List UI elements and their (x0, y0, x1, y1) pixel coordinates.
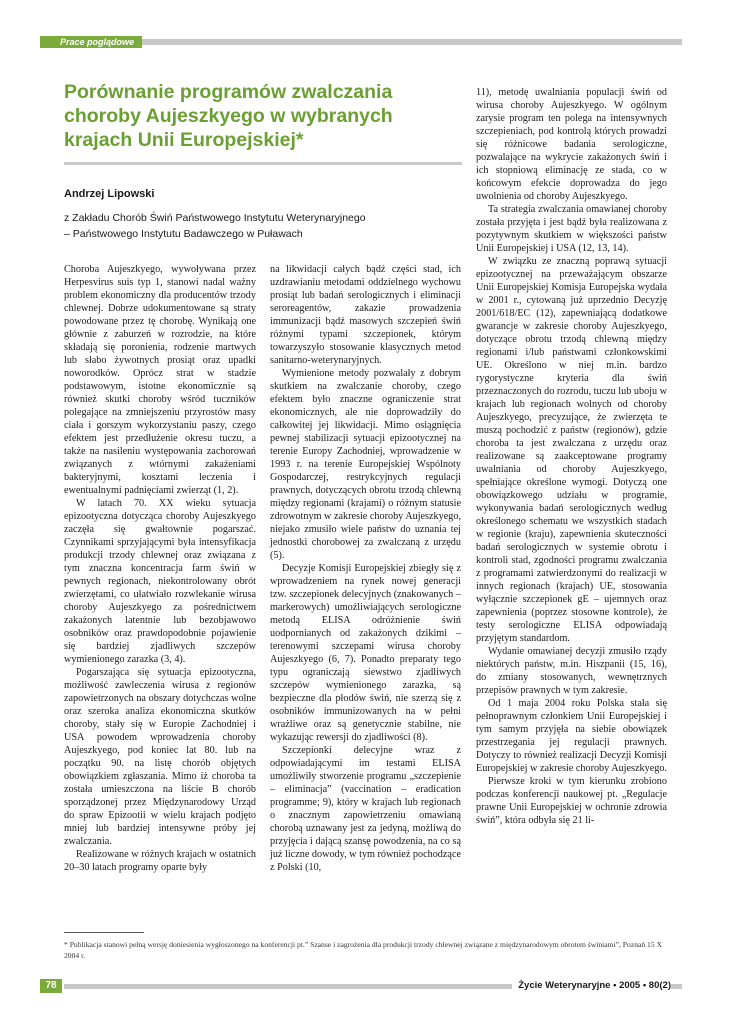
paragraph: Choroba Aujeszkyego, wywoływana przez Herpesvirus suis typ 1, stanowi nadal ważny problem ekonomiczny dla producentów trzody chlewnej. Dobrze udokumentowane są straty powodowane przez tę chorobę. Wynikają one głównie z zaburzeń w rozrodzie, na które składają się poronienia, rodzenie martwych lub słabo żywotnych prosiąt oraz upadki noworodków. Oprócz strat w stadzie podstawowym, istotne ekonomicznie są również skutki choroby wśród tuczników polegające na zmniejszeniu przyrostów masy ciała i gorszym wykorzystaniu paszy, czego efektem jest przedłużenie okresu tuczu, a także na nasileniu występowania zachorowań związanych z wtórnymi zakażeniami bakteryjnymi, kosztami leczenia i ewentualnymi padnięciami zwierząt (1, 2). (64, 264, 256, 496)
paragraph: Ta strategia zwalczania omawianej choroby została przyjęta i jest bądź była realizowana z pozytywnym skutkiem w większości państw Unii Europejskiej i USA (12, 13, 14). (476, 204, 667, 254)
affiliation-line: – Państwowego Instytutu Badawczego w Puławach (64, 228, 303, 240)
page-number: 78 (40, 979, 62, 993)
paragraph: Od 1 maja 2004 roku Polska stała się pełnoprawnym członkiem Unii Europejskiej i tym samym przyjęła na siebie obowiązek przestrzegania jej regulacji prawnych. Dotyczy to również realizacji Decyzji Komisji Europejskiej w zakresie choroby Aujeszkyego. (476, 698, 667, 774)
text-column-1 (64, 263, 256, 874)
paragraph: Realizowane w różnych krajach w ostatnich 20–30 latach programy oparte były (64, 849, 256, 873)
article-title: Porównanie programów zwalczania choroby Aujeszkyego w wybranych krajach Unii Europejskiej* (64, 81, 393, 151)
paragraph: Wydanie omawianej decyzji zmusiło rządy niektórych państw, m.in. Hiszpanii (15, 16), do zmiany stosowanych, wewnętrznych przepisów prawnych w tym zakresie. (476, 646, 667, 696)
author-affiliation (64, 210, 424, 242)
journal-citation: Życie Weterynaryjne • 2005 • 80(2) (512, 979, 671, 993)
paragraph: Pogarszająca się sytuacja epizootyczna, możliwość zawleczenia wirusa z regionów zapowietrzonych na obszary dotychczas wolne oraz szeroka analiza ekonomiczna skutków choroby, stały się w Europie Zachodniej i USA powodem wprowadzenia choroby Aujeszkyego, pod koniec lat 80. lub na początku 90. na listę chorób objętych obowiązkiem zgłaszania. Mimo iż choroba ta została umieszczona na liście B chorób sporządzonej przez Międzynarodowy Urząd do spraw Epizootii w wielu krajach podjęto mniej lub bardziej intensywne próby jej zwalczania. (64, 667, 256, 847)
text-column-2 (270, 263, 461, 874)
footnote-divider (64, 932, 144, 933)
paragraph: Szczepionki delecyjne wraz z odpowiadającymi im testami ELISA umożliwiły stworzenie programu „szczepienie – eliminacja” (vaccination – eradication programme; 9), który w krajach lub regionach o znacznym zapowietrzeniu omawianą chorobą uznawany jest za jedyną, możliwą do przyjęcia i dającą szansę powodzenia, na co są już liczne dowody, w tym również pochodzące z Polski (10, (270, 745, 461, 873)
header-rule (62, 39, 682, 45)
author-name: Andrzej Lipowski (64, 188, 155, 200)
affiliation-line: z Zakładu Chorób Świń Państwowego Instytutu Weterynaryjnego (64, 212, 366, 224)
title-divider (64, 162, 462, 165)
paragraph: na likwidacji całych bądź części stad, ich uzdrawianiu metodami oddzielnego wychowu prosiąt lub badań serologicznych i eliminacji seroreagentów, zakazie prowadzenia immunizacji bądź masowych szczepień świń różnymi typami szczepionek, którym towarzyszyło stosowanie klasycznych metod sanitarno-weterynaryjnych. (270, 264, 461, 366)
paragraph: Decyzje Komisji Europejskiej zbiegły się z wprowadzeniem na rynek nowej generacji tzw. szczepionek delecyjnych (znakowanych – markerowych) umożliwiających serologiczne metodą ELISA odróżnienie świń uodpornianych od zakażonych dzikimi – terenowymi szczepami wirusa choroby Aujeszkyego (6, 7). Ponadto preparaty tego typu ograniczają siewstwo zjadliwych szczepów wymienionego zarazka, są bezpieczne dla płodów świń, nie szerzą się z osobników immunizowanych na w pełni wrażliwe oraz są genetycznie stabilne, nie wykazując rewersji do zjadliwości (8). (270, 563, 461, 743)
paragraph: W latach 70. XX wieku sytuacja epizootyczna dotycząca choroby Aujeszkyego zaczęła się gwałtownie pogarszać. Czynnikami sprzyjającymi była intensyfikacja produkcji trzody chlewnej oraz związana z tym znaczna koncentracja farm świń w pewnych regionach, niekontrolowany obrót zwierzętami, co ułatwiało rozwlekanie wirusa choroby Aujeszkyego za pośrednictwem zakażonych latentnie lub bezobjawowo osobników oraz prawdopodobnie pojawienie się bardziej zjadliwych szczepów wymienionego zarazka (3, 4). (64, 498, 256, 665)
paragraph: W związku ze znaczną poprawą sytuacji epizootycznej na przeważającym obszarze Unii Europejskiej Komisja Europejska wydała w 2001 r., cytowaną już uprzednio Decyzję 2001/618/EC (12), zapewniającą dodatkowe gwarancje w zakresie choroby Aujeszkyego, dotyczące obrotu trzodą chlewną między regionami i/lub państwami członkowskimi UE. Określono w niej m.in. bardzo rygorystyczne kryteria dla świń przeznaczonych do rozrodu, tuczu lub uboju w krajach lub regionach wolnych od choroby Aujeszkyego, precyzujące, że zwierzęta te muszą pochodzić z państw (regionów), gdzie choroba ta jest zwalczana z urzędu oraz realizowane są zaakceptowane programy uwalniania od choroby Aujeszkyego, spełniające określone wymogi. Dotyczą one obowiązkowego udziału w programie, wykonywania badań serologicznych według określonego schematu we wszystkich stadach w regionie (kraju), zapewnienia skuteczności badań serologicznych w systemie obrotu i kontroli stad, zgodności programu zwalczania z programami zatwierdzonymi do realizacji w innych regionach (krajach) UE, stosowania wyłącznie szczepionek gE – ujemnych oraz zapewnienia (poprzez stosowne kontrole), że testy serologiczne ELISA odpowiadają przyjętym standardom. (476, 256, 667, 644)
section-label: Prace poglądowe (40, 36, 142, 48)
text-column-3 (476, 86, 667, 827)
footnote: * Publikacja stanowi pełną wersję doniesienia wygłoszonego na konferencji pt.” Szanse i zagrożenia dla produkcji trzody chlewnej związane z międzynarodowym obrotem świniami”, Poznań 15 X 2004 r. (64, 940, 663, 960)
paragraph: 11), metodę uwalniania populacji świń od wirusa choroby Aujeszkyego. W ogólnym zarysie program ten polega na intensywnych szczepieniach, pod kontrolą których prowadzi się różnicowe badania serologiczne, pozwalające na wykrycie zakażonych świń i ich stopniową eliminację ze stada, co w końcowym efekcie doprowadza do jego uwolnienia od choroby Aujeszkyego. (476, 87, 667, 202)
paragraph: Pierwsze kroki w tym kierunku zrobiono podczas konferencji naukowej pt. „Regulacje prawne Unii Europejskiej w ochronie zdrowia świń”, która odbyła się 21 li- (476, 776, 667, 826)
paragraph: Wymienione metody pozwalały z dobrym skutkiem na zwalczanie choroby, czego efektem było znaczne ograniczenie strat ekonomicznych, ale nie doprowadziły do całkowitej jej likwidacji. Mimo osiągnięcia pewnej stabilizacji sytuacji epizootycznej na terenie Europy Zachodniej, wprowadzenie w 1993 r. na terenie Europejskiej Wspólnoty Gospodarczej, restrykcyjnych regulacji prawnych, dotyczących obrotu trzodą chlewną między regionami (krajami) o różnym statusie zdrowotnym w zakresie choroby Aujeszkyego, niejako zmusiło wiele państw do uznania tej jednostki chorobowej za zwalczaną z urzędu (5). (270, 368, 461, 561)
